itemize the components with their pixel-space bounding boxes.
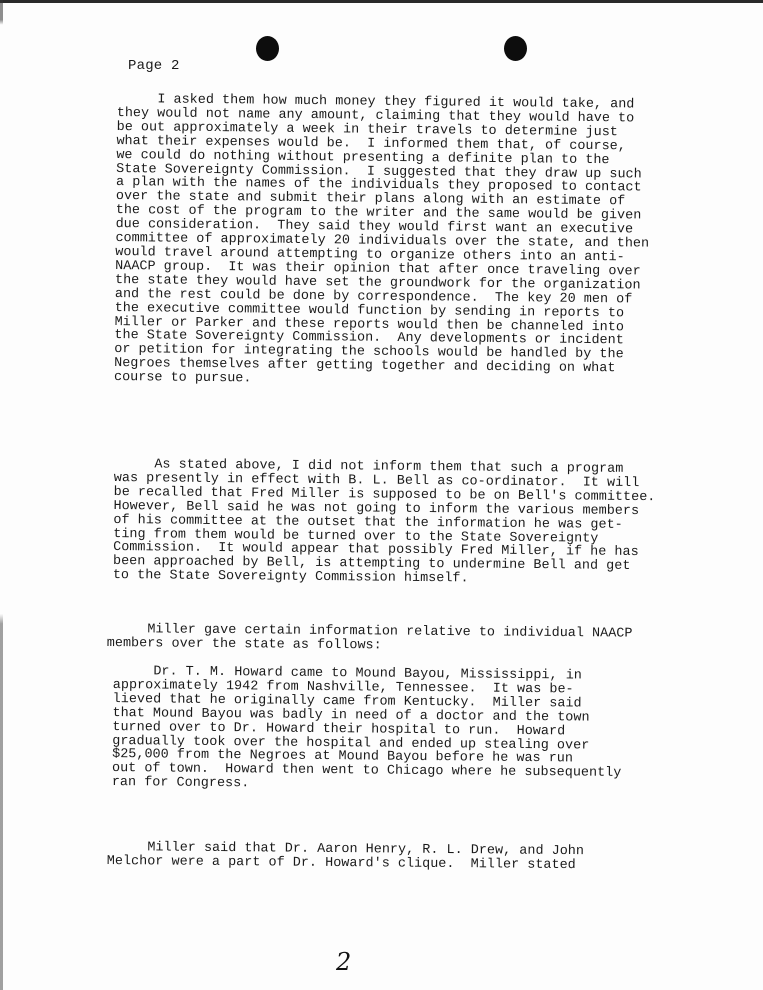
scan-top-edge [0,0,763,3]
paragraph-naacp-members-intro: Miller gave certain information relative to individual NAACP members over the state as follows: [106,622,633,654]
scan-left-edge [0,0,3,990]
punch-hole-left [256,36,279,61]
paragraph-bell-coordinator: As stated above, I did not inform them that such a program was presently in effect with B. L. Bell as co-ordinator. It will be recalled that Fred Miller is supposed to be on Bell's committee. However, Bell said he was not going to inform the various members of his committee at the outset that the information he was get- ting from them would be turned over to the State Sovereignty Commission. It would appear that possibly Fred Miller, if he has been approached by Bell, is attempting to undermine Bell and get to the State Sovereignty Commission himself. [112,457,656,587]
paragraph-dr-howard: Dr. T. M. Howard came to Mound Bayou, Mississippi, in approximately 1942 from Nashville, Tennessee. It was be- lieved that he originally came from Kentucky. Miller said that Mound Bayou was badly in need of a doctor and the town turned over to Dr. Howard their hospital to run. Howard gradually took over the hospital and ended up stealing over $25,000 from the Negroes at Mound Bayou before he was run out of town. Howard then went to Chicago where he subsequently ran for Congress. [111,664,622,792]
page-label: Page 2 [128,58,180,74]
paragraph-funding-request: I asked them how much money they figured it would take, and they would not name any amount, claiming that they would have to be out approximately a week in their travels to determine just what their expenses would be. I informed them that, of course, we could do nothing without presenting a definite plan to the State Sovereignty Commission. I suggested that they draw up such a plan with the names of the individuals they proposed to contact over the state and submit their plans along with an estimate of the cost of the program to the writer and the same would be given due consideration. They said they would first want an executive committee of approximately 20 individuals over the state, and then would travel around attempting to organize others into an anti- NAACP group. It was their opinion that after once traveling over the state they would have set the groundwork for the organization and the rest could be done by correspondence. The key 20 men of the executive committee would function by sending in reports to Miller or Parker and these reports would then be channeled into the State Sovereignty Commission. Any developments or incident or petition for integrating the schools would be handled by the Negroes themselves after getting together and deciding on what course to pursue. [113,92,650,387]
punch-hole-right [504,36,527,61]
paragraph-howard-clique: Miller said that Dr. Aaron Henry, R. L. Drew, and John Melchor were a part of Dr. Howard's clique. Miller stated [106,840,585,873]
handwritten-page-number: 2 [336,948,352,976]
